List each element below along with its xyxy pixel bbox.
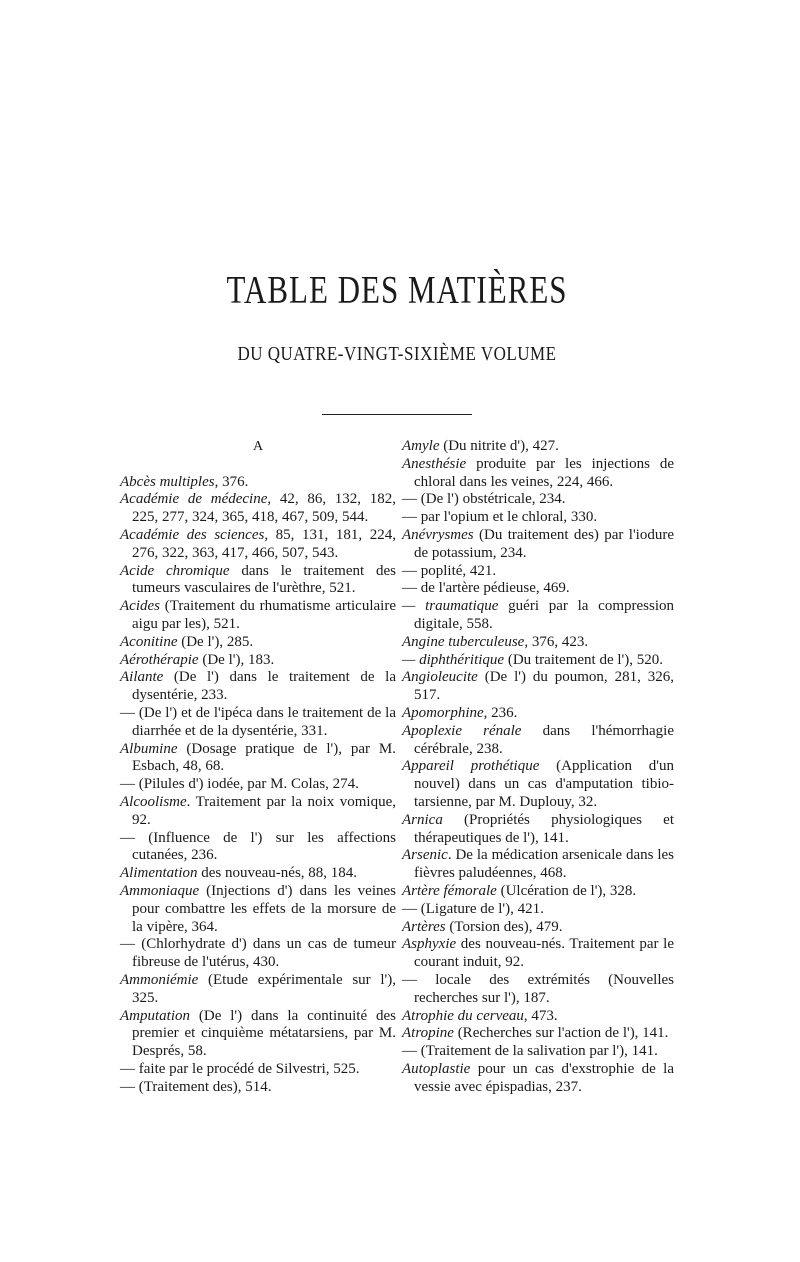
index-entry [120,972,396,1008]
index-entry [402,919,674,937]
index-entry [120,634,396,652]
index-entry [120,598,396,634]
index-entry [120,563,396,599]
entry-heading: Asphyxie [402,936,457,953]
entry-heading: Arsenic [402,847,448,864]
index-entry [402,1043,674,1061]
index-entry [402,812,674,848]
index-entry [402,652,674,670]
index-columns [112,438,682,1096]
entry-heading: Alimentation [120,865,198,882]
entry-text: — de l'artère pédieuse, 469. [402,580,570,597]
entry-text: (De l') dans le traitement de la dysentérie, 233. [132,669,396,704]
index-entry [402,705,674,723]
index-entry [120,1008,396,1061]
page-title: TABLE DES MATIÈRES [226,267,568,312]
entry-heading: Amputation [120,1007,190,1024]
entry-text: (Propriétés physiologiques et thérapeutiques de l'), 141. [414,811,674,846]
entry-heading: Abcès multiples [120,473,215,490]
index-entry [402,634,674,652]
entry-text: — (Pilules d') iodée, par M. Colas, 274. [120,776,359,793]
entry-heading: Alcoolisme [120,793,187,810]
entry-heading: Académie de médecine [120,491,268,508]
entry-text: — (Traitement des), 514. [120,1078,272,1095]
index-entry [120,1079,396,1097]
index-entry [120,741,396,777]
page-subtitle: DU QUATRE-VINGT-SIXIÈME VOLUME [237,342,557,365]
entry-text: . Traitement par la noix vomique, 92. [132,793,396,828]
entry-text: (Dosage pratique de l'), par M. Esbach, 48, 68. [132,740,396,775]
entry-heading: Acides [120,598,160,615]
index-entry [402,1025,674,1043]
index-entry [120,705,396,741]
entry-heading: Arnica [402,811,443,828]
entry-text: . De la médication arsenicale dans les fièvres paludéennes, 468. [414,847,674,882]
entry-heading: — traumatique [402,598,499,615]
index-entry [120,794,396,830]
entry-heading: Ammoniaque [120,882,200,899]
entry-text: (Injections d') dans les veines pour combattre les effets de la morsure de la vipère, 364. [132,882,396,935]
left-entry-list [120,474,396,1097]
entry-heading: Angioleucite [402,669,478,686]
index-entry [120,652,396,670]
index-entry [120,936,396,972]
entry-heading: Aérothérapie [120,651,199,668]
entry-text: pour un cas d'exstrophie de la vessie avec épispadias, 237. [414,1060,674,1095]
entry-text: dans l'hémorrhagie cérébrale, 238. [414,722,674,757]
index-entry [402,669,674,705]
index-entry [120,776,396,794]
entry-text: (Recherches sur l'action de l'), 141. [453,1025,669,1042]
entry-text: (De l'), 183. [198,651,275,668]
entry-heading: — diphthéritique [402,651,505,668]
entry-heading: Ailante [120,669,164,686]
index-entry [402,883,674,901]
entry-heading: Artères [402,918,446,935]
entry-heading: Apoplexie rénale [402,722,522,739]
entry-heading: Appareil prothétique [402,758,540,775]
index-entry [402,758,674,811]
index-entry [120,883,396,936]
index-entry [402,456,674,492]
index-entry [120,527,396,563]
entry-text: , 85, 131, 181, 224, 276, 322, 363, 417, 466, 507, 543. [132,526,397,561]
entry-text: — par l'opium et le chloral, 330. [402,509,598,526]
index-entry [402,580,674,598]
entry-text: dans le traitement des tumeurs vasculaires de l'urèthre, 521. [132,562,396,597]
index-entry [402,1061,674,1097]
entry-text: — (Chlorhydrate d') dans un cas de tumeur fibreuse de l'utérus, 430. [120,936,396,971]
entry-text: produite par les injections de chloral dans les veines, 224, 466. [414,455,674,490]
entry-heading: Anévrysmes [402,526,474,543]
entry-heading: Autoplastie [402,1060,471,1077]
entry-text: — (De l') obstétricale, 234. [402,491,566,508]
entry-text: — (Influence de l') sur les affections cutanées, 236. [120,829,396,864]
entry-text: — (Ligature de l'), 421. [402,900,544,917]
entry-text: (Etude expérimentale sur l'), 325. [132,971,396,1006]
entry-text: des nouveau-nés. Traitement par le courant induit, 92. [414,936,674,971]
index-entry [402,901,674,919]
index-entry [402,847,674,883]
entry-heading: Atropine [402,1025,454,1042]
entry-text: , 42, 86, 132, 182, 225, 277, 324, 365, 418, 467, 509, 544. [132,491,396,526]
index-entry [402,527,674,563]
entry-text: — (Traitement de la salivation par l'), 141. [402,1043,658,1060]
index-entry [402,563,674,581]
entry-text: guéri par la compression digitale, 558. [414,598,675,632]
entry-text: — locale des extrémités (Nouvelles recherches sur l'), 187. [402,971,674,1006]
index-entry [402,438,674,456]
entry-text: des nouveau-nés, 88, 184. [197,865,358,882]
entry-text: (Traitement du rhumatisme articulaire aigu par les), 521. [132,598,396,632]
entry-text: (De l') dans la continuité des premier et cinquième métatarsiens, par M. Després, 58. [132,1007,396,1060]
entry-heading: Angine tuberculeuse [402,633,525,650]
entry-heading: Apomorphine [402,704,484,721]
entry-text: (Du traitement des) par l'iodure de potassium, 234. [414,526,674,561]
entry-text: (De l') du poumon, 281, 326, 517. [414,669,674,704]
entry-text: — (De l') et de l'ipéca dans le traitement de la diarrhée et de la dysentérie, 331. [120,704,396,739]
entry-heading: Acide chromique [120,562,230,579]
entry-text: (Du nitrite d'), 427. [439,438,559,454]
index-entry [402,491,674,509]
index-entry [120,1061,396,1079]
entry-heading: Amyle [402,438,440,454]
index-entry [402,936,674,972]
index-entry [402,972,674,1008]
entry-text: (De l'), 285. [177,633,254,650]
index-entry [120,669,396,705]
entry-text: (Ulcération de l'), 328. [496,882,637,899]
index-page [112,250,682,1095]
entry-heading: Atrophie du cerveau [402,1007,524,1024]
entry-heading: Aconitine [120,633,178,650]
right-column [402,438,674,1096]
entry-text: (Torsion des), 479. [445,918,563,935]
entry-text: (Application d'un nouvel) dans un cas d'amputation tibio-tarsienne, par M. Duplouy, 32. [414,758,674,810]
section-letter: A [252,439,264,454]
entry-heading: Académie des sciences [120,526,265,543]
entry-text: (Du traitement de l'), 520. [504,651,663,668]
entry-heading: Ammoniémie [120,971,199,988]
index-entry [120,830,396,866]
title-divider [322,414,472,415]
entry-heading: Artère fémorale [402,882,497,899]
index-entry [402,509,674,527]
entry-text: , 376. [214,473,249,490]
entry-text: , 236. [483,704,518,721]
index-entry [402,723,674,759]
index-entry [120,491,396,527]
left-column [120,438,396,1096]
index-entry [120,474,396,492]
entry-heading: Anesthésie [402,455,467,472]
entry-text: — faite par le procédé de Silvestri, 525. [120,1060,360,1077]
entry-text: — poplité, 421. [402,562,497,579]
entry-text: , 376, 423. [524,633,589,650]
entry-text: , 473. [523,1007,558,1024]
right-entry-list [402,438,674,1096]
index-entry [402,598,674,634]
index-entry [402,1008,674,1026]
entry-heading: Albumine [120,740,178,757]
index-entry [120,865,396,883]
